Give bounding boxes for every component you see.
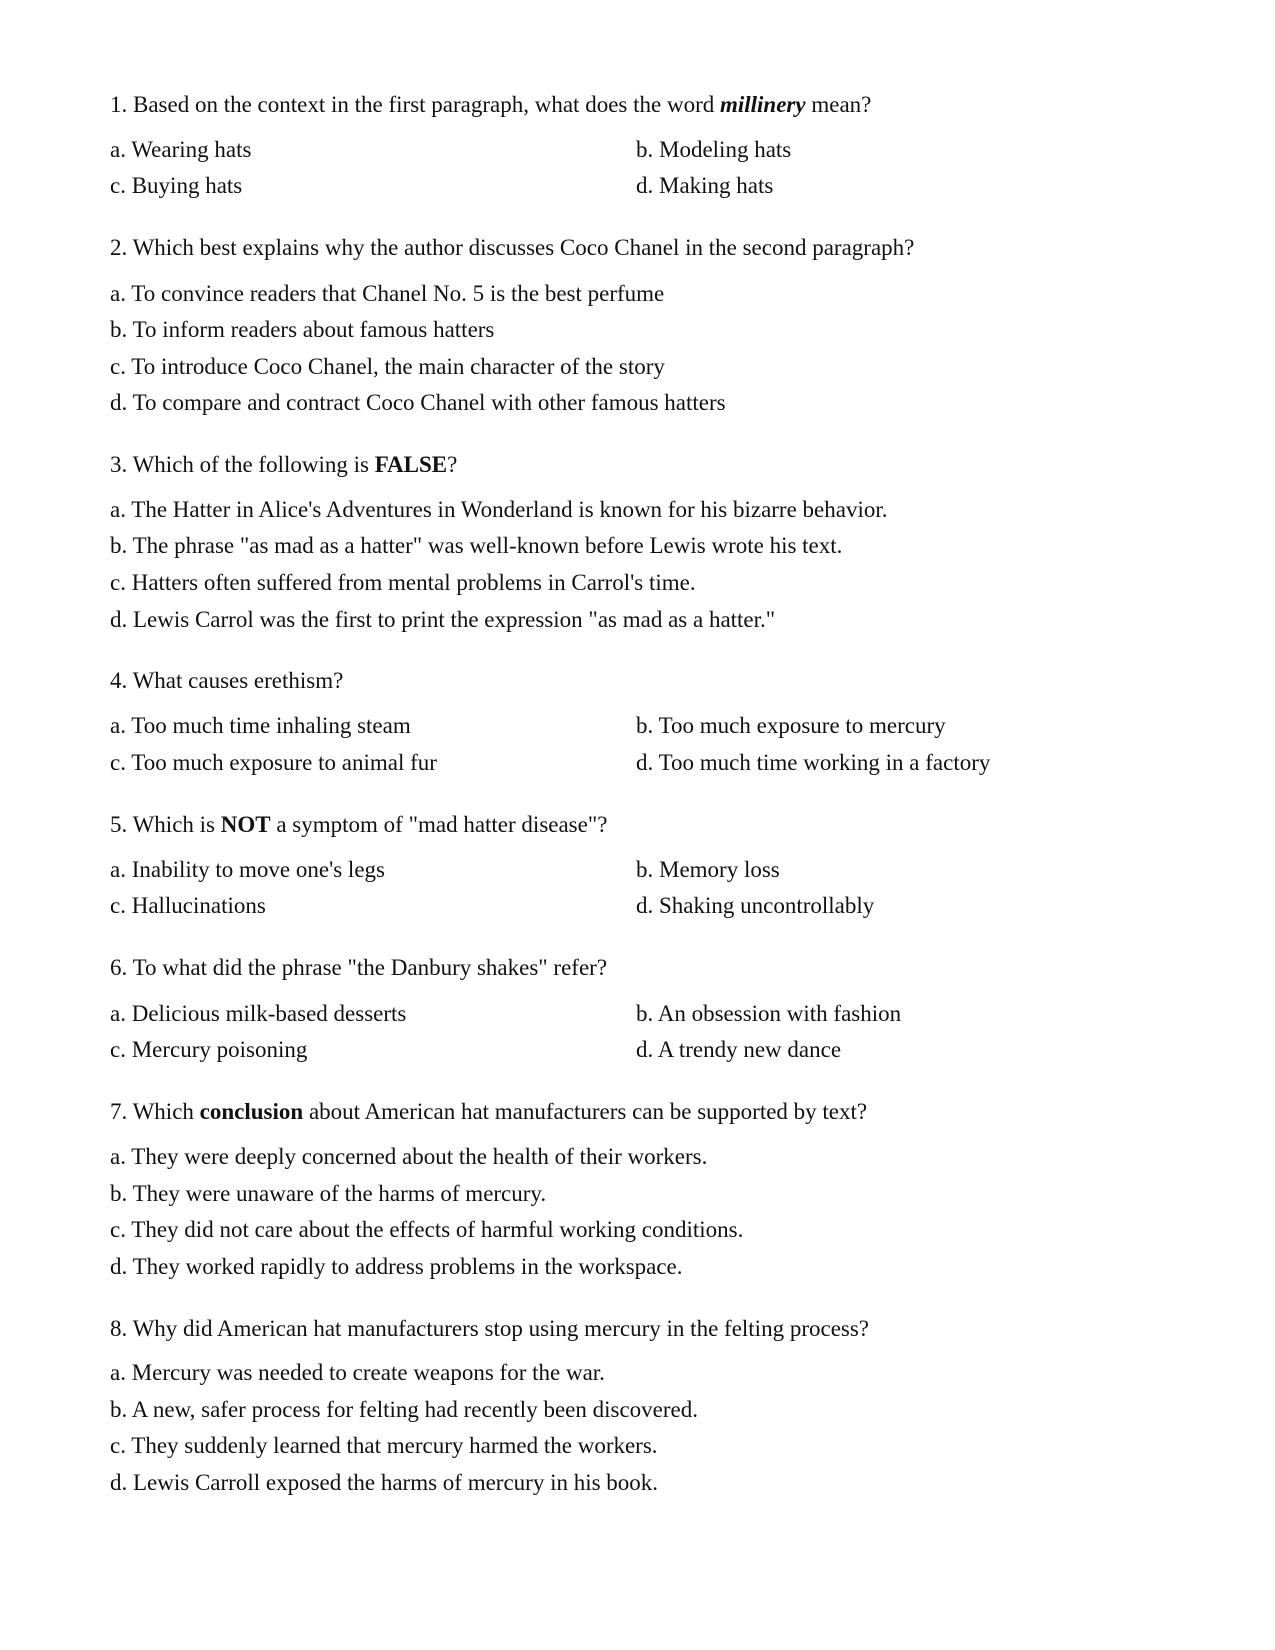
question-text: To what did the phrase "the Danbury shakes" refer? xyxy=(132,955,608,980)
question-5-option-d: d. Shaking uncontrollably xyxy=(636,893,875,918)
question-3-prompt xyxy=(110,451,457,479)
question-2-prompt xyxy=(110,234,914,262)
question-text: ? xyxy=(447,452,458,477)
question-1-option-b: b. Modeling hats xyxy=(636,137,792,162)
question-7-option-b: b. They were unaware of the harms of mercury. xyxy=(110,1181,547,1206)
question-7-prompt xyxy=(110,1098,867,1126)
question-8-option-c: c. They suddenly learned that mercury harmed the workers. xyxy=(110,1433,658,1458)
question-7-option-c: c. They did not care about the effects of harmful working conditions. xyxy=(110,1217,744,1242)
question-8-option-b: b. A new, safer process for felting had recently been discovered. xyxy=(110,1397,698,1422)
question-7-option-d: d. They worked rapidly to address problems in the workspace. xyxy=(110,1254,683,1279)
question-6-option-a: a. Delicious milk-based desserts xyxy=(110,1001,407,1026)
question-1-option-d: d. Making hats xyxy=(636,173,774,198)
question-number: 4. xyxy=(110,668,128,693)
question-5-option-c: c. Hallucinations xyxy=(110,893,266,918)
question-5-prompt xyxy=(110,811,607,839)
question-8-prompt xyxy=(110,1315,869,1343)
question-text: Based on the context in the first paragraph, what does the word xyxy=(133,92,720,117)
emphasized-term: NOT xyxy=(220,812,271,837)
question-number: 7. xyxy=(110,1099,128,1124)
question-6-prompt xyxy=(110,954,607,982)
question-number: 2. xyxy=(110,235,128,260)
question-4-option-c: c. Too much exposure to animal fur xyxy=(110,750,437,775)
question-4-prompt xyxy=(110,667,343,695)
emphasized-term: FALSE xyxy=(374,452,448,477)
question-2-option-c: c. To introduce Coco Chanel, the main character of the story xyxy=(110,354,665,379)
question-4-option-b: b. Too much exposure to mercury xyxy=(636,713,946,738)
question-3-option-d: d. Lewis Carrol was the first to print the expression "as mad as a hatter." xyxy=(110,607,776,632)
emphasized-term: conclusion xyxy=(199,1099,304,1124)
question-5-option-b: b. Memory loss xyxy=(636,857,780,882)
question-text: Why did American hat manufacturers stop using mercury in the felting process? xyxy=(132,1316,870,1341)
question-2-option-b: b. To inform readers about famous hatters xyxy=(110,317,495,342)
question-text: Which best explains why the author discusses Coco Chanel in the second paragraph? xyxy=(132,235,915,260)
question-1-option-a: a. Wearing hats xyxy=(110,137,252,162)
question-number: 3. xyxy=(110,452,128,477)
question-5-option-a: a. Inability to move one's legs xyxy=(110,857,385,882)
question-text: about American hat manufacturers can be supported by text? xyxy=(303,1099,868,1124)
question-text: What causes erethism? xyxy=(132,668,344,693)
question-2-option-d: d. To compare and contract Coco Chanel with other famous hatters xyxy=(110,390,726,415)
question-text: Which of the following is xyxy=(132,452,375,477)
question-text: Which xyxy=(132,1099,200,1124)
question-number: 6. xyxy=(110,955,128,980)
question-3-option-b: b. The phrase "as mad as a hatter" was well-known before Lewis wrote his text. xyxy=(110,533,843,558)
question-2-option-a: a. To convince readers that Chanel No. 5 is the best perfume xyxy=(110,281,665,306)
question-3-option-c: c. Hatters often suffered from mental problems in Carrol's time. xyxy=(110,570,696,595)
question-1-prompt xyxy=(110,91,871,119)
question-4-option-a: a. Too much time inhaling steam xyxy=(110,713,411,738)
question-text: Which is xyxy=(132,812,221,837)
question-6-option-b: b. An obsession with fashion xyxy=(636,1001,902,1026)
question-3-option-a: a. The Hatter in Alice's Adventures in Wonderland is known for his bizarre behavior. xyxy=(110,497,888,522)
question-number: 5. xyxy=(110,812,128,837)
question-6-option-d: d. A trendy new dance xyxy=(636,1037,842,1062)
question-6-option-c: c. Mercury poisoning xyxy=(110,1037,308,1062)
question-number: 8. xyxy=(110,1316,128,1341)
question-8-option-d: d. Lewis Carroll exposed the harms of mercury in his book. xyxy=(110,1470,659,1495)
question-number: 1. xyxy=(110,92,128,117)
question-8-option-a: a. Mercury was needed to create weapons for the war. xyxy=(110,1360,605,1385)
question-text: a symptom of "mad hatter disease"? xyxy=(270,812,608,837)
question-4-option-d: d. Too much time working in a factory xyxy=(636,750,991,775)
emphasized-term: millinery xyxy=(719,92,806,117)
question-7-option-a: a. They were deeply concerned about the health of their workers. xyxy=(110,1144,708,1169)
question-1-option-c: c. Buying hats xyxy=(110,173,243,198)
question-text: mean? xyxy=(805,92,872,117)
